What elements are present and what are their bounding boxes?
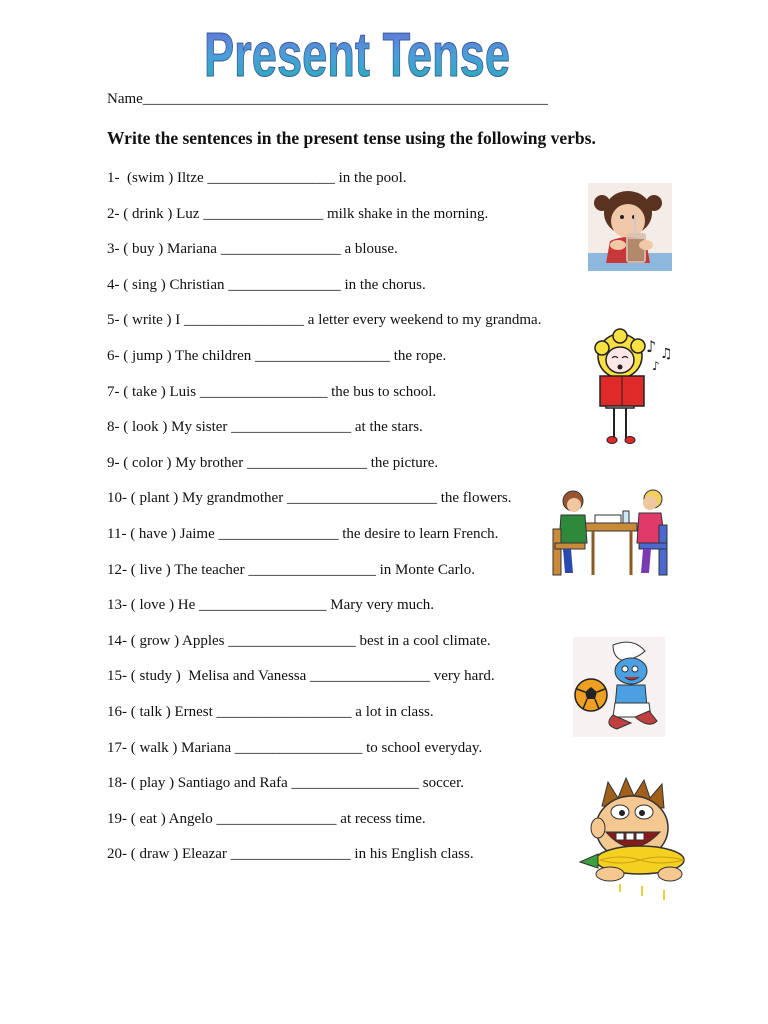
instructions-heading: Write the sentences in the present tense using the following verbs. bbox=[107, 128, 596, 148]
name-field[interactable]: Name______________________________________________________ bbox=[107, 91, 548, 107]
svg-text:♪: ♪ bbox=[652, 359, 660, 373]
sentence-item[interactable]: 15- ( study ) Melisa and Vanessa ________________ very hard. bbox=[107, 668, 495, 685]
page-title bbox=[200, 18, 520, 88]
sentence-item[interactable]: 7- ( take ) Luis _________________ the bus to school. bbox=[107, 383, 437, 400]
sentence-item[interactable]: 12- ( live ) The teacher _________________ in Monte Carlo. bbox=[107, 561, 475, 578]
boy-eating-corn-image bbox=[580, 776, 694, 906]
girl-singing-image bbox=[590, 328, 678, 448]
sentence-item[interactable]: 5- ( write ) I ________________ a letter every weekend to my grandma. bbox=[107, 312, 542, 329]
sentence-item[interactable]: 9- ( color ) My brother ________________ the picture. bbox=[107, 454, 439, 471]
title-text: Present Tense bbox=[204, 21, 510, 90]
sentence-item[interactable]: 2- ( drink ) Luz ________________ milk shake in the morning. bbox=[107, 205, 489, 222]
sentence-item[interactable]: 16- ( talk ) Ernest __________________ a lot in class. bbox=[107, 703, 434, 720]
sentence-item[interactable]: 11- ( have ) Jaime ________________ the desire to learn French. bbox=[107, 525, 499, 542]
sentence-item[interactable]: 18- ( play ) Santiago and Rafa _________________ soccer. bbox=[107, 775, 465, 792]
sentence-item[interactable]: 6- ( jump ) The children __________________ the rope. bbox=[107, 347, 447, 364]
svg-text:♪: ♪ bbox=[646, 337, 657, 356]
sentence-item[interactable]: 13- ( love ) He _________________ Mary very much. bbox=[107, 597, 435, 614]
sentence-item[interactable]: 1- (swim ) Iltze _________________ in the pool. bbox=[107, 170, 407, 186]
sentence-item[interactable]: 10- ( plant ) My grandmother ____________________ the flowers. bbox=[107, 490, 512, 507]
sentence-item[interactable]: 8- ( look ) My sister ________________ at the stars. bbox=[107, 419, 423, 436]
girl-drinking-milkshake-image bbox=[588, 183, 672, 271]
sentence-item[interactable]: 3- ( buy ) Mariana ________________ a blouse. bbox=[107, 241, 398, 258]
sentence-list bbox=[107, 168, 541, 880]
sentence-item[interactable]: 19- ( eat ) Angelo ________________ at recess time. bbox=[107, 810, 426, 827]
sentence-item[interactable]: 4- ( sing ) Christian _______________ in the chorus. bbox=[107, 276, 426, 293]
sentence-item[interactable]: 17- ( walk ) Mariana _________________ to school everyday. bbox=[107, 739, 483, 756]
children-at-table-image bbox=[549, 485, 671, 583]
sentence-item[interactable]: 14- ( grow ) Apples _________________ best in a cool climate. bbox=[107, 632, 491, 649]
sentence-item[interactable]: 20- ( draw ) Eleazar ________________ in his English class. bbox=[107, 846, 474, 863]
smurf-playing-soccer-image bbox=[573, 637, 665, 737]
svg-text:♫: ♫ bbox=[660, 346, 673, 362]
